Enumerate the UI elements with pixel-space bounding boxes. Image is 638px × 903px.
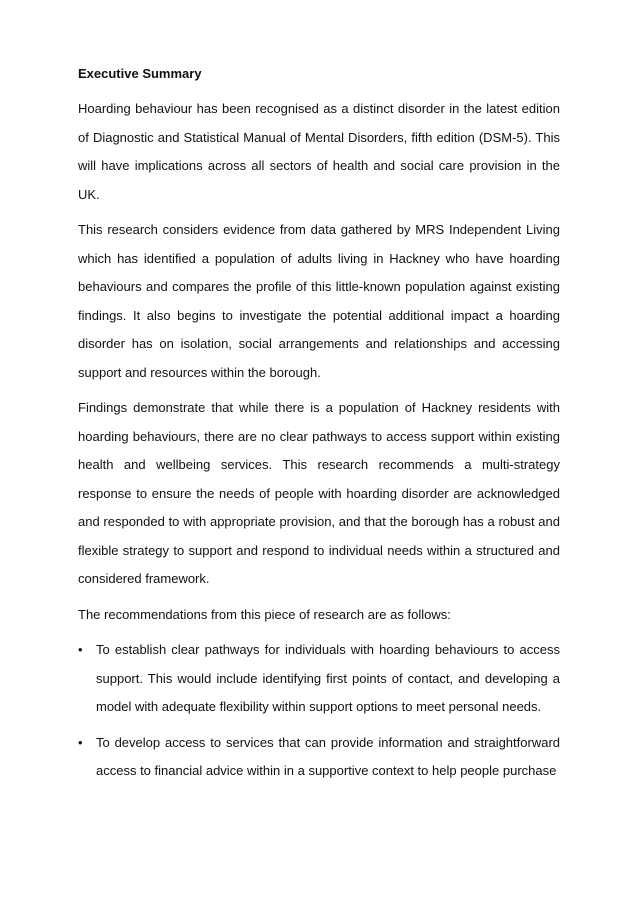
recommendation-text: To develop access to services that can provide information and straightforward access to financial advice within in a supportive context to help people purchase [96,734,560,778]
list-item [78,636,560,722]
recommendation-text: To establish clear pathways for individuals with hoarding behaviours to access support. This would include identifying first points of contact, and developing a model with adequate flexibility within support options to meet personal needs. [96,642,560,714]
paragraph-recommendations-intro: The recommendations from this piece of research are as follows: [78,606,451,622]
paragraph-dsm5: Hoarding behaviour has been recognised as a distinct disorder in the latest edition of Diagnostic and Statistical Manual of Mental Disorders, fifth edition (DSM-5). This will have implications across all sectors of health and social care provision in the UK. [78,101,560,202]
bullet-icon: • [78,734,83,750]
document-body [78,65,560,793]
list-item [78,729,560,786]
section-heading: Executive Summary [78,66,202,81]
recommendations-list [78,636,560,786]
paragraph-findings: Findings demonstrate that while there is a population of Hackney residents with hoarding behaviours, there are no clear pathways to access support within existing health and wellbeing services. This research recommends a multi-strategy response to ensure the needs of people with hoarding disorder are acknowledged and responded to with appropriate provision, and that the borough has a robust and flexible strategy to support and respond to individual needs within a structured and considered framework. [78,400,560,586]
paragraph-research: This research considers evidence from data gathered by MRS Independent Living which has identified a population of adults living in Hackney who have hoarding behaviours and compares the profile of this little-known population against existing findings. It also begins to investigate the potential additional impact a hoarding disorder has on isolation, social arrangements and relationships and accessing support and resources within the borough. [78,222,560,380]
bullet-icon: • [78,642,83,657]
